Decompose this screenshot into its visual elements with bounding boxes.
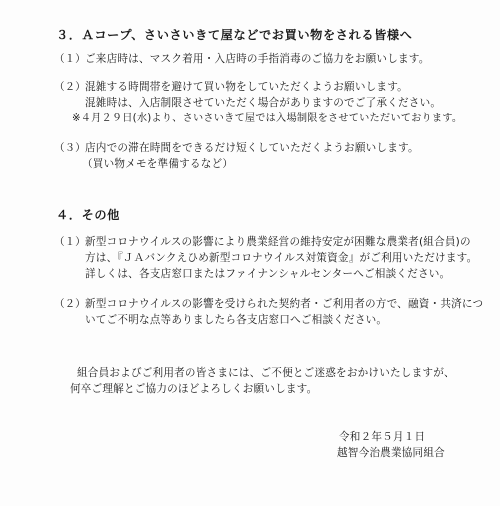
section-3-item-2-note: ※４月２９日(水)より、さいさいきて屋では入場制限をさせていただいております。 — [72, 113, 463, 124]
section-3-heading: ３．Ａコープ、さいさいきて屋などでお買い物をされる皆様へ — [56, 28, 413, 42]
section-4-item-2-line-2: いてご不明な点等ありましたら各支店窓口へご相談ください。 — [85, 314, 388, 326]
section-3-item-2-number: （２） — [54, 81, 86, 93]
section-3-item-3-line-2: （買い物メモを準備するなど） — [82, 158, 234, 170]
section-4-item-1-line-2: 方は、『ＪＡバンクえひめ新型コロナウイルス対策資金』がご利用いただけます。 — [85, 252, 478, 264]
signature-date: 令和２年５月１日 — [339, 431, 426, 443]
section-4-heading: ４．その他 — [56, 208, 120, 222]
section-3-item-1-number: （１） — [54, 53, 86, 65]
section-3-item-2-line-1: 混雑する時間帯を避けて買い物をしていただくようお願いします。 — [85, 81, 408, 93]
closing-line-2: 何卒ご理解とご協力のほどよろしくお願いします。 — [70, 383, 318, 395]
section-3-item-1-line-1: ご来店時は、マスク着用・入店時の手指消毒のご協力をお願いします。 — [85, 53, 430, 65]
section-4-item-1-number: （１） — [54, 236, 86, 248]
signature-organization: 越智今治農業協同組合 — [337, 447, 445, 459]
section-3-item-2-line-2: 混雑時は、入店制限させていただく場合がありますのでご了承ください。 — [85, 97, 442, 109]
section-4-item-2-line-1: 新型コロナウイルスの影響を受けられた契約者・ご利用者の方で、融資・共済につ — [85, 298, 484, 310]
section-3-item-3-number: （３） — [54, 142, 86, 154]
section-3-item-3-line-1: 店内での滞在時間をできるだけ短くしていただくようお願いします。 — [85, 142, 419, 154]
closing-line-1: 組合員およびご利用者の皆さまには、ご不便とご迷惑をおかけいたしますが、 — [77, 367, 455, 379]
section-4-item-1-line-3: 詳しくは、各支店窓口またはファイナンシャルセンターへご相談ください。 — [85, 268, 451, 280]
section-4-item-1-line-1: 新型コロナウイルスの影響により農業経営の維持安定が困難な農業者(組合員)の — [85, 236, 471, 248]
section-4-item-2-number: （２） — [54, 298, 86, 310]
